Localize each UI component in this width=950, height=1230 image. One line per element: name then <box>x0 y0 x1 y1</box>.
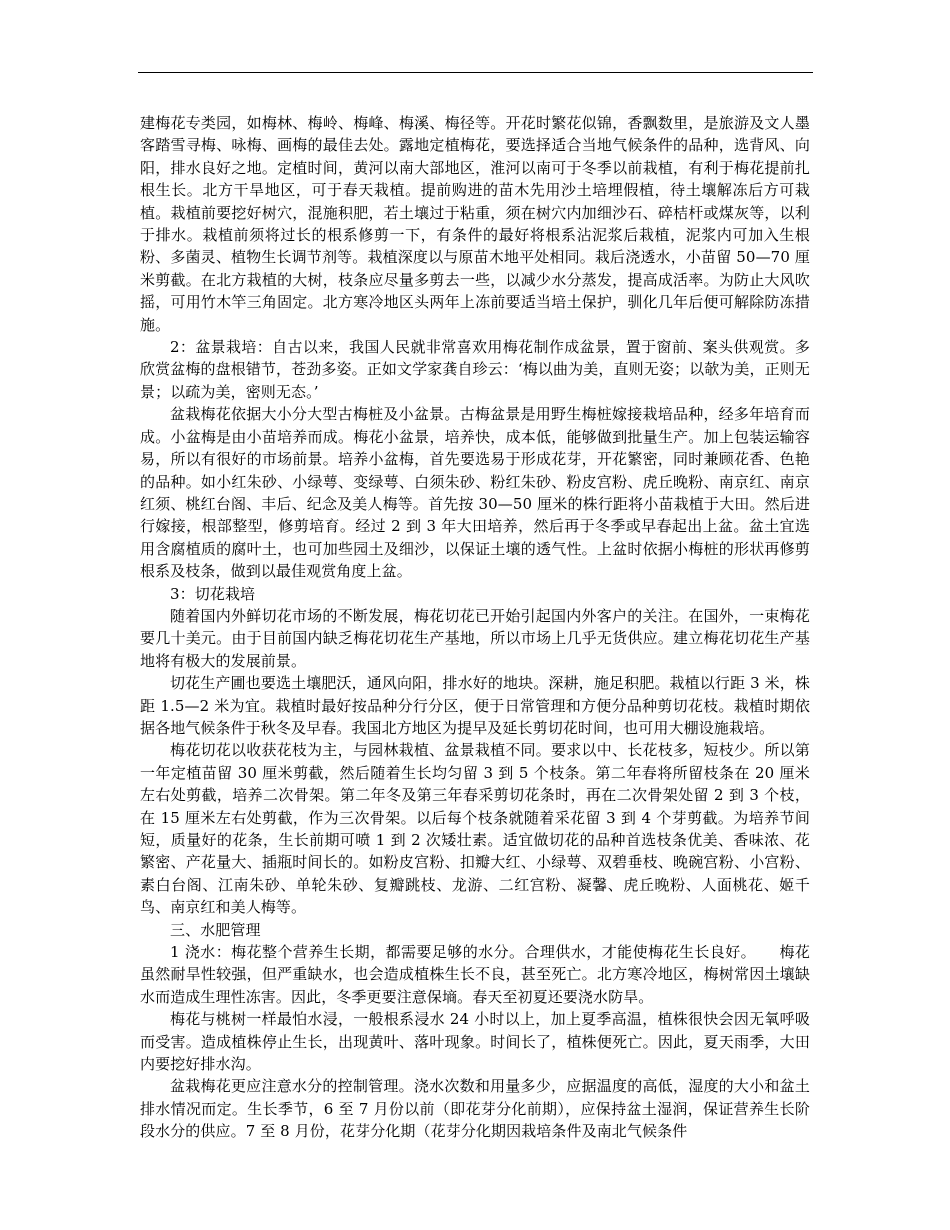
paragraph-8: 三、水肥管理 <box>170 920 261 939</box>
paragraph-6: 切花生产圃也要选土壤肥沃，通风向阳，排水好的地块。深耕，施足积肥。栽植以行距 3 米，株距 1.5—2 米为宜。栽植时最好按品种分行分区，便于日常管理和方便分品种剪切花枝。栽植时期依据各地气候条件于秋冬及早春。我国北方地区为提早及延长剪切花时间，也可用大棚设施栽培。 <box>140 674 810 737</box>
paragraph-7: 梅花切花以收获花枝为主，与园林栽植、盆景栽植不同。要求以中、长花枝多，短枝少。所以第一年定植苗留 30 厘米剪截，然后随着生长均匀留 3 到 5 个枝条。第二年春将所留枝条在 20 厘米左右处剪截，培养二次骨架。第二年冬及第三年春采剪切花条时，再在二次骨架处留 2 到 3 个枝，在 15 厘米左右处剪截，作为三次骨架。以后每个枝条就随着采花留 3 到 4 个芽剪截。为培养节间短，质量好的花条，生长前期可喷 1 到 2 次矮壮素。适宜做切花的品种首选枝条优美、香味浓、花繁密、产花量大、插瓶时间长的。如粉皮宫粉、扣瓣大红、小绿萼、双碧垂枝、晚碗宫粉、小宫粉、素白台阁、江南朱砂、单轮朱砂、复瓣跳枝、龙游、二红宫粉、凝馨、虎丘晚粉、人面桃花、姬千鸟、南京红和美人梅等。 <box>140 741 810 917</box>
paragraph-4: 3：切花栽培 <box>170 584 256 603</box>
paragraph-2: 2：盆景栽培：自古以来，我国人民就非常喜欢用梅花制作成盆景，置于窗前、案头供观赏。多欣赏盆梅的盘根错节，苍劲多姿。正如文学家龚自珍云：‘梅以曲为美，直则无姿；以欹为美，正则无景；以疏为美，密则无态。’ <box>140 338 810 401</box>
paragraph-1: 建梅花专类园，如梅林、梅岭、梅峰、梅溪、梅径等。开花时繁花似锦，香飘数里，是旅游及文人墨客踏雪寻梅、咏梅、画梅的最佳去处。露地定植梅花，要选择适合当地气候条件的品种，选背风、向阳，排水良好之地。定植时间，黄河以南大部地区，淮河以南可于冬季以前栽植，有利于梅花提前扎根生长。北方干旱地区，可于春天栽植。提前购进的苗木先用沙土培埋假植，待土壤解冻后方可栽植。栽植前要挖好树穴，混施积肥，若土壤过于粘重，须在树穴内加细沙石、碎桔杆或煤灰等，以利于排水。栽植前须将过长的根系修剪一下，有条件的最好将根系沾泥浆后栽植，泥浆内可加入生根粉、多菌灵、植物生长调节剂等。栽植深度以与原苗木地平处相同。栽后浇透水，小苗留 50—70 厘米剪截。在北方栽植的大树，枝条应尽量多剪去一些，以减少水分蒸发，提高成活率。为防止大风吹摇，可用竹木竿三角固定。北方寒冷地区头两年上冻前要适当培土保护，驯化几年后便可解除防冻措施。 <box>140 114 810 334</box>
paragraph-3: 盆栽梅花依据大小分大型古梅桩及小盆景。古梅盆景是用野生梅桩嫁接栽培品种，经多年培育而成。小盆梅是由小苗培养而成。梅花小盆景，培养快，成本低，能够做到批量生产。加上包装运输容易，所以有很好的市场前景。培养小盆梅，首先要选易于形成花芽，开花繁密，同时兼顾花香、色艳的品种。如小红朱砂、小绿萼、变绿萼、白须朱砂、粉红朱砂、粉皮宫粉、虎丘晚粉、南京红、南京红须、桃红台阁、丰后、纪念及美人梅等。首先按 30—50 厘米的株行距将小苗栽植于大田。然后进行嫁接，根部整型，修剪培育。经过 2 到 3 年大田培养，然后再于冬季或早春起出上盆。盆土宜选用含腐植质的腐叶土，也可加些园土及细沙，以保证土壤的透气性。上盆时依据小梅桩的形状再修剪根系及枝条，做到以最佳观赏角度上盆。 <box>140 405 810 581</box>
body-text <box>140 112 810 1143</box>
paragraph-5: 随着国内外鲜切花市场的不断发展，梅花切花已开始引起国内外客户的关注。在国外，一束梅花要几十美元。由于目前国内缺乏梅花切花生产基地，所以市场上几乎无货供应。建立梅花切花生产基地将有极大的发展前景。 <box>140 606 810 670</box>
header-rule <box>138 72 813 73</box>
paragraph-11: 盆栽梅花更应注意水分的控制管理。浇水次数和用量多少，应据温度的高低，湿度的大小和盆土排水情况而定。生长季节，6 至 7 月份以前（即花芽分化前期），应保持盆土湿润，保证营养生长阶段水分的供应。7 至 8 月份，花芽分化期（花芽分化期因栽培条件及南北气候条件 <box>140 1077 810 1141</box>
paragraph-9: 1 浇水：梅花整个营养生长期，都需要足够的水分。合理供水，才能使梅花生长良好。 梅花虽然耐旱性较强，但严重缺水，也会造成植株生长不良，甚至死亡。北方寒冷地区，梅树常因土壤缺水而造成生理性冻害。因此，冬季更要注意保墒。春天至初夏还要浇水防旱。 <box>140 943 810 1006</box>
paragraph-10: 梅花与桃树一样最怕水浸，一般根系浸水 24 小时以上，加上夏季高温，植株很快会因无氧呼吸而受害。造成植株停止生长，出现黄叶、落叶现象。时间长了，植株便死亡。因此，夏天雨季，大田内要挖好排水沟。 <box>140 1010 810 1074</box>
